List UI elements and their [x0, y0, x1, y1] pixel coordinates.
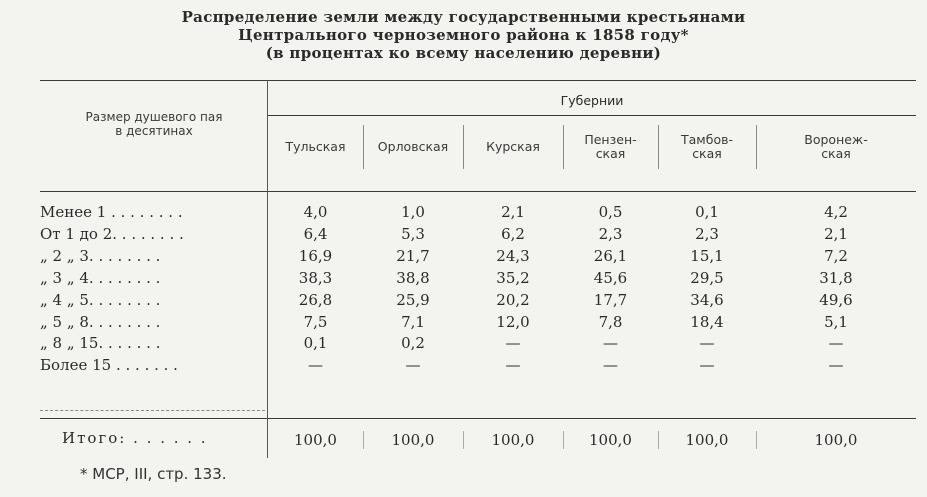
table-cell: 38,3 — [298, 268, 333, 287]
column-header: Пензен- ская — [584, 132, 637, 161]
column-header: Тульская — [285, 139, 346, 154]
row-label: „ 8 „ 15. . . . . . . — [40, 334, 161, 353]
row-label: Более 15 . . . . . . . — [40, 356, 178, 375]
header-rule — [40, 191, 916, 192]
table-cell: 16,9 — [298, 246, 333, 265]
title-line-3: (в процентах ко всему населению деревни) — [265, 44, 662, 62]
table-cell: 1,0 — [401, 203, 425, 221]
table-cell: 12,0 — [496, 312, 530, 331]
table-cell: 2,3 — [598, 224, 623, 243]
table-cell: 7,2 — [824, 246, 848, 265]
table-cell: 4,0 — [303, 203, 328, 221]
table-cell: 6,4 — [303, 224, 328, 243]
row-label: Менее 1 . . . . . . . . — [40, 203, 183, 221]
table-cell: 7,1 — [401, 312, 425, 331]
table-cell: 4,2 — [824, 203, 848, 221]
table-cell: — — [828, 356, 844, 375]
table-cell: 0,1 — [303, 334, 328, 353]
total-divider — [363, 431, 364, 449]
table-cell: — — [828, 334, 844, 353]
total-cell: 100,0 — [589, 431, 632, 449]
table-cell: 5,3 — [401, 224, 425, 243]
body-bottom-rule — [40, 418, 916, 419]
column-header: Курская — [486, 139, 540, 154]
table-cell: 2,1 — [824, 224, 848, 243]
total-cell: 100,0 — [685, 431, 729, 449]
column-header: Орловская — [377, 139, 449, 154]
table-cell: — — [603, 334, 618, 353]
table-cell: 29,5 — [690, 268, 724, 287]
table-cell: 24,3 — [496, 246, 530, 265]
table-cell: 49,6 — [819, 290, 853, 309]
total-cell: 100,0 — [294, 431, 337, 449]
total-divider — [756, 431, 757, 449]
top-rule — [40, 80, 916, 81]
table-cell: 26,1 — [593, 246, 628, 265]
table-cell: 0,5 — [598, 203, 623, 221]
title-line-2: Центрального черноземного района к 1858 году* — [238, 26, 689, 44]
table-cell: 45,6 — [593, 268, 628, 287]
table-cell: 38,8 — [396, 268, 430, 287]
group-header: Губернии — [560, 93, 624, 108]
table-cell: 0,2 — [401, 334, 425, 353]
row-label: „ 4 „ 5. . . . . . . . — [40, 290, 161, 309]
table-cell: — — [505, 334, 521, 353]
table-cell: 2,3 — [695, 224, 719, 243]
total-cell: 100,0 — [814, 431, 858, 449]
group-rule — [268, 115, 916, 116]
dash-separator — [40, 410, 265, 411]
total-cell: 100,0 — [491, 431, 535, 449]
footnote: * МСР, III, стр. 133. — [80, 465, 227, 483]
table-cell: 7,5 — [303, 312, 328, 331]
table-cell: 31,8 — [819, 268, 853, 287]
row-label: „ 2 „ 3. . . . . . . . — [40, 246, 161, 265]
title-line-1: Распределение земли между государственными крестьянами — [181, 8, 746, 26]
stub-header — [40, 110, 268, 138]
total-divider — [658, 431, 659, 449]
table-cell: 6,2 — [501, 224, 525, 243]
table-cell: — — [505, 356, 521, 375]
table-cell: 35,2 — [496, 268, 530, 287]
table-cell: 17,7 — [593, 290, 628, 309]
total-divider — [563, 431, 564, 449]
table-cell: 34,6 — [690, 290, 724, 309]
table-cell: 20,2 — [496, 290, 530, 309]
row-label: От 1 до 2. . . . . . . . — [40, 224, 184, 243]
total-divider — [463, 431, 464, 449]
row-label: „ 5 „ 8. . . . . . . . — [40, 312, 161, 331]
table-cell: 15,1 — [690, 246, 724, 265]
table-cell: 18,4 — [690, 312, 724, 331]
total-cell: 100,0 — [391, 431, 435, 449]
column-header: Тамбов- ская — [681, 132, 733, 161]
table-cell: 0,1 — [695, 203, 719, 221]
stub-header-text: Размер душевого пая в десятинах — [85, 110, 223, 138]
column-header: Воронеж- ская — [804, 132, 868, 161]
table-cell: 26,8 — [298, 290, 333, 309]
table-cell: 21,7 — [396, 246, 430, 265]
table-cell: — — [308, 356, 323, 375]
table-cell: 5,1 — [824, 312, 848, 331]
table-cell: — — [699, 334, 715, 353]
total-label: Итого: . . . . . . — [62, 429, 208, 447]
table-cell: — — [603, 356, 618, 375]
table-cell: — — [405, 356, 421, 375]
table-cell: 25,9 — [396, 290, 430, 309]
table-title — [0, 8, 927, 62]
table-cell: — — [699, 356, 715, 375]
row-label: „ 3 „ 4. . . . . . . . — [40, 268, 161, 287]
table-cell: 2,1 — [501, 203, 525, 221]
table-cell: 7,8 — [598, 312, 623, 331]
